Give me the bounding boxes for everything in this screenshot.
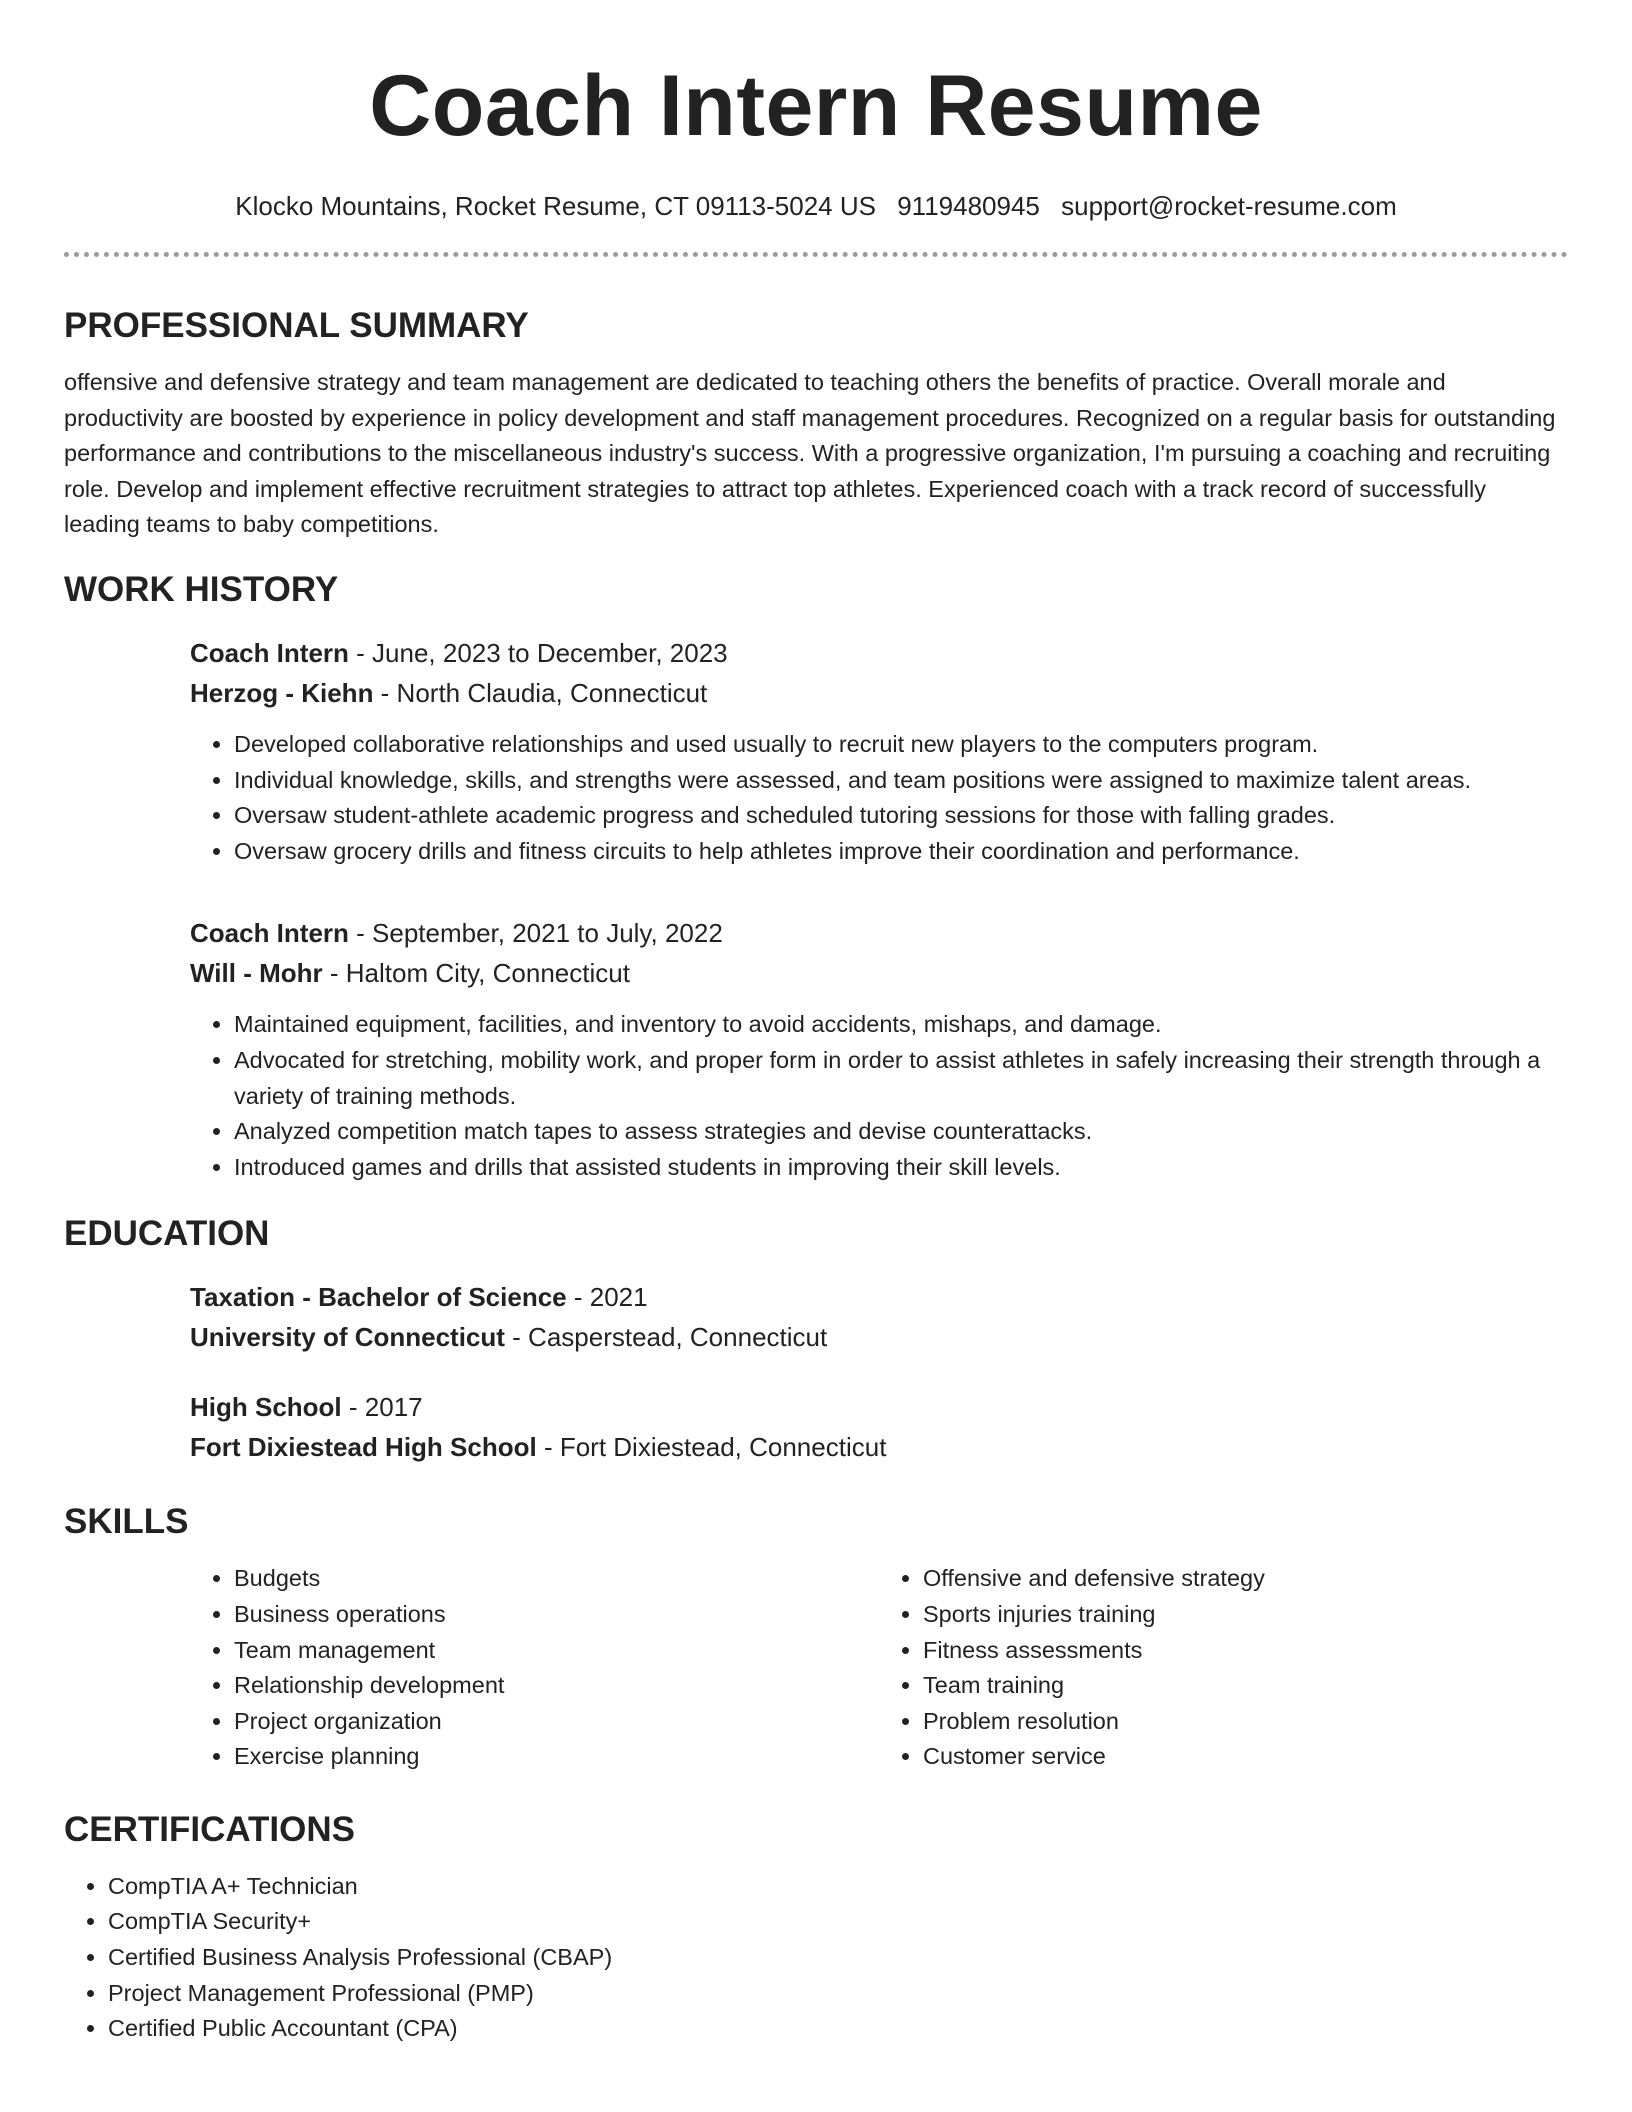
list-item: • Exercise planning: [234, 1739, 879, 1775]
list-item: • Certified Public Accountant (CPA): [108, 2011, 1568, 2047]
edu-degree: Taxation - Bachelor of Science: [190, 1282, 567, 1313]
contact-address: Klocko Mountains, Rocket Resume, CT 09113-5024 US: [235, 191, 876, 221]
list-item: • CompTIA A+ Technician: [108, 1869, 1568, 1905]
list-item: • Certified Business Analysis Professional (CBAP): [108, 1940, 1568, 1976]
job-entry: [190, 913, 1568, 1185]
edu-year: - 2017: [341, 1392, 423, 1423]
edu-location: - Fort Dixiestead, Connecticut: [536, 1432, 887, 1463]
list-item: • Introduced games and drills that assisted students in improving their skill levels.: [234, 1150, 1568, 1186]
edu-degree: High School: [190, 1392, 342, 1423]
job-title-line: [190, 913, 1568, 953]
section-title-skills: SKILLS: [64, 1502, 189, 1542]
skills-left-column: [190, 1561, 879, 1775]
list-item: • Project organization: [234, 1704, 879, 1740]
summary-text: offensive and defensive strategy and team management are dedicated to teaching others the benefits of practice. Overall morale and productivity are boosted by experience in policy development and staff management procedures. Recognized on a regular basis for outstanding performance and contributions to the miscellaneous industry's success. With a progressive organization, I'm pursuing a coaching and recruiting role. Develop and implement effective recruitment strategies to attract top athletes. Experienced coach with a track record of successfully leading teams to baby competitions.: [64, 369, 1556, 538]
header-divider: [64, 252, 1568, 257]
edu-year: - 2021: [566, 1282, 648, 1313]
list-item: • Team management: [234, 1633, 879, 1669]
job-location: - North Claudia, Connecticut: [373, 677, 708, 708]
resume-title: Coach Intern Resume: [369, 58, 1263, 154]
contact-email: support@rocket-resume.com: [1061, 191, 1397, 221]
job-title-line: [190, 633, 1568, 673]
list-item: • Individual knowledge, skills, and strengths were assessed, and team positions were assigned to maximize talent areas.: [234, 763, 1568, 799]
job-company-line: [190, 673, 1568, 713]
edu-school: University of Connecticut: [190, 1322, 505, 1353]
certifications-list: [64, 1869, 1568, 2047]
job-title: Coach Intern: [190, 637, 349, 668]
job-dates: - September, 2021 to July, 2022: [348, 918, 723, 949]
list-item: • Business operations: [234, 1597, 879, 1633]
list-item: • Maintained equipment, facilities, and inventory to avoid accidents, mishaps, and damage.: [234, 1007, 1568, 1043]
list-item: • Advocated for stretching, mobility work, and proper form in order to assist athletes in safely increasing their strength through a variety of training methods.: [234, 1043, 1568, 1114]
contact-phone: 9119480945: [897, 191, 1040, 221]
list-item: • Problem resolution: [923, 1704, 1568, 1740]
list-item: • Oversaw grocery drills and fitness circuits to help athletes improve their coordination and performance.: [234, 834, 1568, 870]
section-title-education: EDUCATION: [64, 1214, 270, 1254]
education-entry: [190, 1277, 1568, 1357]
job-bullets: [190, 727, 1568, 869]
edu-school: Fort Dixiestead High School: [190, 1432, 537, 1463]
job-title: Coach Intern: [190, 918, 349, 949]
list-item: • Sports injuries training: [923, 1597, 1568, 1633]
list-item: • Customer service: [923, 1739, 1568, 1775]
section-title-certifications: CERTIFICATIONS: [64, 1809, 356, 1849]
list-item: • CompTIA Security+: [108, 1904, 1568, 1940]
edu-degree-line: [190, 1387, 1568, 1427]
education-entry: [190, 1387, 1568, 1467]
job-dates: - June, 2023 to December, 2023: [348, 637, 728, 668]
job-company: Will - Mohr: [190, 958, 323, 989]
list-item: • Team training: [923, 1668, 1568, 1704]
job-company-line: [190, 953, 1568, 993]
list-item: • Offensive and defensive strategy: [923, 1561, 1568, 1597]
list-item: • Fitness assessments: [923, 1633, 1568, 1669]
list-item: • Developed collaborative relationships and used usually to recruit new players to the computers program.: [234, 727, 1568, 763]
job-company: Herzog - Kiehn: [190, 677, 374, 708]
job-bullets: [190, 1007, 1568, 1185]
job-entry: [190, 633, 1568, 869]
edu-school-line: [190, 1317, 1568, 1357]
list-item: • Project Management Professional (PMP): [108, 1976, 1568, 2012]
edu-location: - Casperstead, Connecticut: [504, 1322, 828, 1353]
list-item: • Oversaw student-athlete academic progress and scheduled tutoring sessions for those with falling grades.: [234, 798, 1568, 834]
section-title-work-history: WORK HISTORY: [64, 569, 339, 609]
list-item: • Relationship development: [234, 1668, 879, 1704]
job-location: - Haltom City, Connecticut: [322, 958, 630, 989]
edu-school-line: [190, 1427, 1568, 1467]
list-item: • Budgets: [234, 1561, 879, 1597]
section-title-summary: PROFESSIONAL SUMMARY: [64, 306, 529, 345]
skills-right-column: [879, 1561, 1568, 1775]
list-item: • Analyzed competition match tapes to assess strategies and devise counterattacks.: [234, 1114, 1568, 1150]
edu-degree-line: [190, 1277, 1568, 1317]
contact-line: [64, 190, 1568, 222]
skills-grid: [190, 1561, 1568, 1775]
